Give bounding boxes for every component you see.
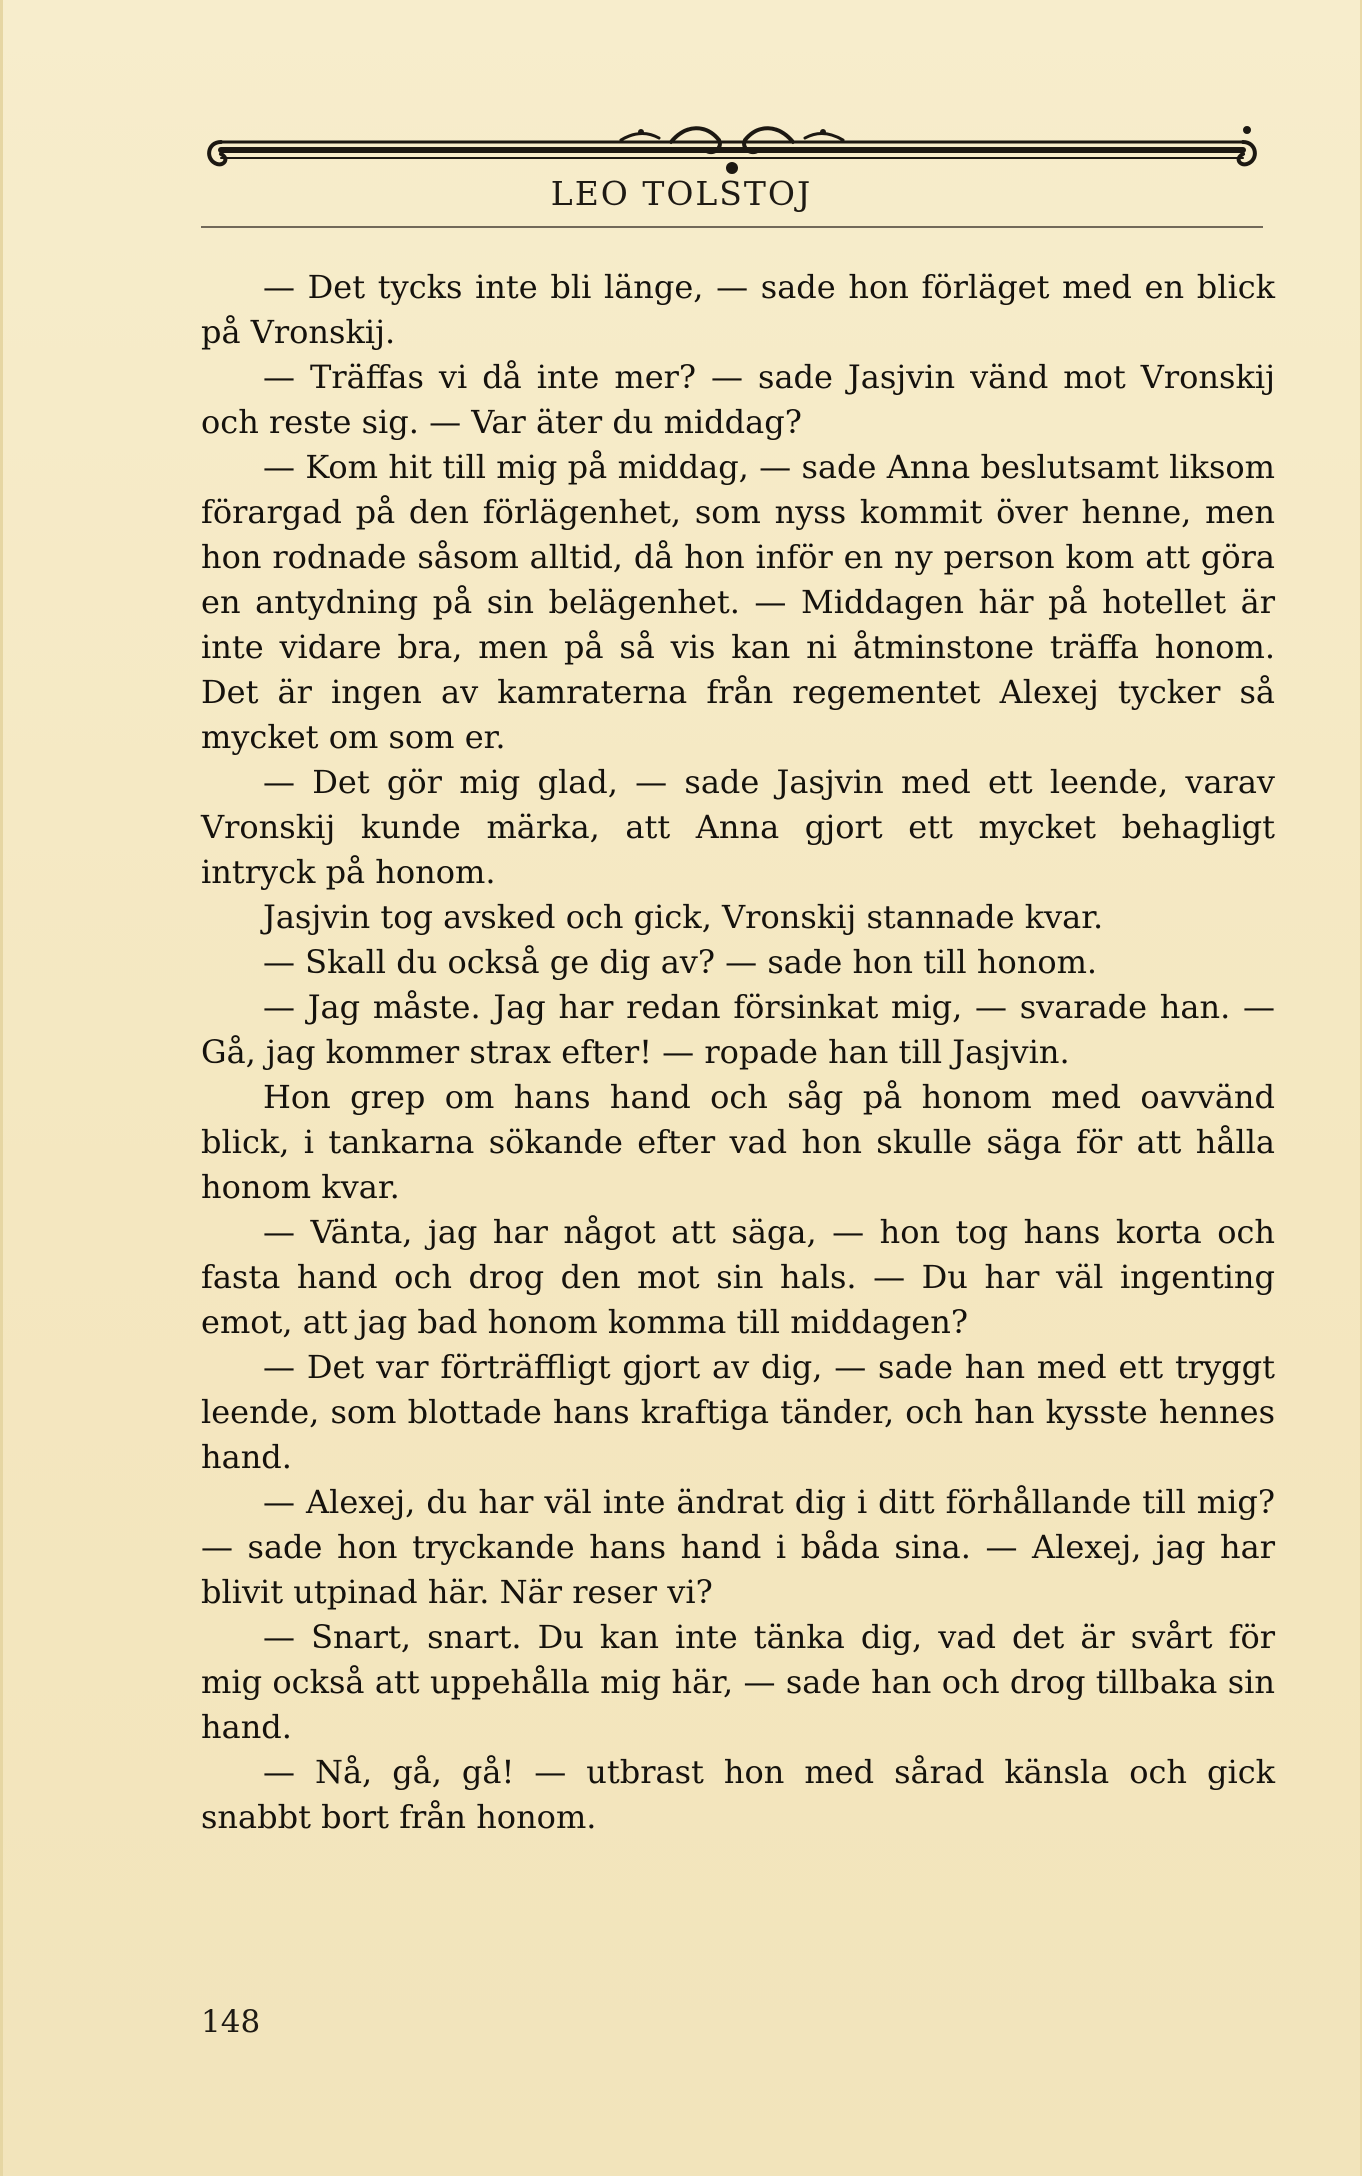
page-body <box>201 265 1275 1840</box>
paragraph: Jasjvin tog avsked och gick, Vronskij stannade kvar. <box>263 898 1104 936</box>
page-number: 148 <box>201 2004 261 2040</box>
paragraph: — Det var förträffligt gjort av dig, — sade han med ett tryggt leende, som blottade hans kraftiga tänder, och han kysste hennes hand. <box>201 1348 1275 1476</box>
paragraph: — Träffas vi då inte mer? — sade Jasjvin vänd mot Vronskij och reste sig. — Var äter du middag? <box>201 358 1275 441</box>
header-ornament <box>201 118 1263 180</box>
paragraph: — Snart, snart. Du kan inte tänka dig, vad det är svårt för mig också att uppehålla mig här, — sade han och drog tillbaka sin hand. <box>201 1618 1275 1746</box>
running-head: LEO TOLSTOJ <box>550 174 813 213</box>
header-divider <box>201 226 1263 228</box>
paragraph: — Det tycks inte bli länge, — sade hon förläget med en blick på Vronskij. <box>201 268 1275 351</box>
paragraph: — Vänta, jag har något att säga, — hon tog hans korta och fasta hand och drog den mot sin hals. — Du har väl ingenting emot, att jag bad honom komma till middagen? <box>201 1213 1275 1341</box>
paragraph: — Alexej, du har väl inte ändrat dig i ditt förhållande till mig? — sade hon tryckande hans hand i båda sina. — Alexej, jag har blivit utpinad här. När reser vi? <box>201 1483 1275 1611</box>
paragraph: — Det gör mig glad, — sade Jasjvin med ett leende, varav Vronskij kunde märka, att Anna gjort ett mycket behagligt intryck på honom. <box>201 763 1275 891</box>
paragraph: — Jag måste. Jag har redan försinkat mig, — svarade han. — Gå, jag kommer strax efter! — ropade han till Jasjvin. <box>201 988 1275 1071</box>
paragraph: — Kom hit till mig på middag, — sade Anna beslutsamt liksom förargad på den förlägenhet, som nyss kommit över henne, men hon rodnade såsom alltid, då hon inför en ny person kom att göra en antydning på sin belägenhet. — Middagen här på hotellet är inte vidare bra, men på så vis kan ni åtminstone träffa honom. Det är ingen av kamraterna från regementet Alexej tycker så mycket om som er. <box>201 448 1275 756</box>
paragraph: Hon grep om hans hand och såg på honom med oavvänd blick, i tankarna sökande efter vad hon skulle säga för att hålla honom kvar. <box>201 1078 1275 1206</box>
paragraph: — Nå, gå, gå! — utbrast hon med sårad känsla och gick snabbt bort från honom. <box>201 1753 1275 1836</box>
paragraph: — Skall du också ge dig av? — sade hon till honom. <box>263 943 1098 981</box>
